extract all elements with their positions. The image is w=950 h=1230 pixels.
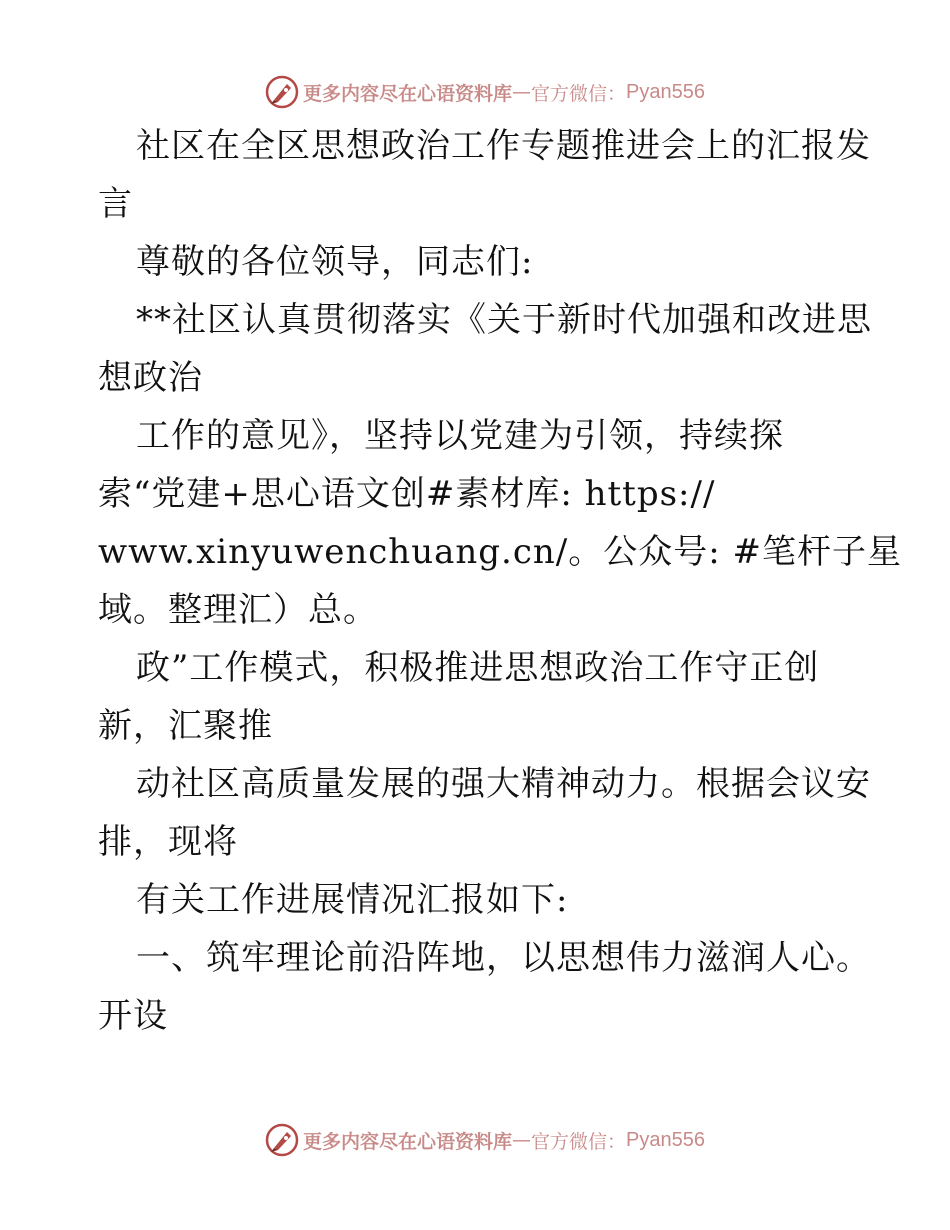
title-line-2: 言 <box>98 184 133 224</box>
paragraph-line: 工作的意见》，坚持以党建为引领，持续探 <box>136 416 784 456</box>
footer-watermark <box>265 1123 705 1157</box>
watermark-text: 更多内容尽在心语资料库 <box>303 1130 513 1153</box>
paragraph-line: 有关工作进展情况汇报如下: <box>136 880 569 920</box>
paragraph-line: 动社区高质量发展的强大精神动力。根据会议安 <box>136 764 871 804</box>
document-body <box>98 118 902 1046</box>
watermark-wechat-label: 官方微信： <box>531 1130 627 1153</box>
paragraph-line: 想政治 <box>98 358 203 398</box>
paragraph-line: www.xinyuwenchuang.cn/。公众号: #笔杆子星 <box>98 532 902 572</box>
watermark-wechat-label: 官方微信： <box>531 82 627 105</box>
watermark-text: 更多内容尽在心语资料库 <box>303 82 513 105</box>
footer-watermark-banner <box>0 1120 950 1160</box>
header-watermark-banner <box>0 72 950 112</box>
paragraph-line: 开设 <box>98 996 168 1036</box>
watermark-wechat-id: Pyan556 <box>626 1128 705 1151</box>
title-line-1: 社区在全区思想政治工作专题推进会上的汇报发 <box>136 126 871 166</box>
paragraph-line: **社区认真贯彻落实《关于新时代加强和改进思 <box>136 300 872 340</box>
pen-nib-logo-icon <box>265 1123 299 1157</box>
watermark-dash: — <box>512 1129 532 1151</box>
paragraph-line: 域。整理汇）总。 <box>98 590 378 630</box>
section-heading: 一、筑牢理论前沿阵地，以思想伟力滋润人心。 <box>136 938 871 978</box>
paragraph-line: 新，汇聚推 <box>98 706 273 746</box>
salutation: 尊敬的各位领导，同志们: <box>136 242 534 282</box>
watermark-dash: — <box>512 81 532 103</box>
watermark-wechat-id: Pyan556 <box>626 80 705 103</box>
header-watermark <box>265 75 705 109</box>
pen-nib-logo-icon <box>265 75 299 109</box>
paragraph-line: 索“党建+思心语文创#素材库: https:// <box>98 474 716 514</box>
paragraph-line: 政”工作模式，积极推进思想政治工作守正创 <box>136 648 820 688</box>
paragraph-line: 排，现将 <box>98 822 238 862</box>
